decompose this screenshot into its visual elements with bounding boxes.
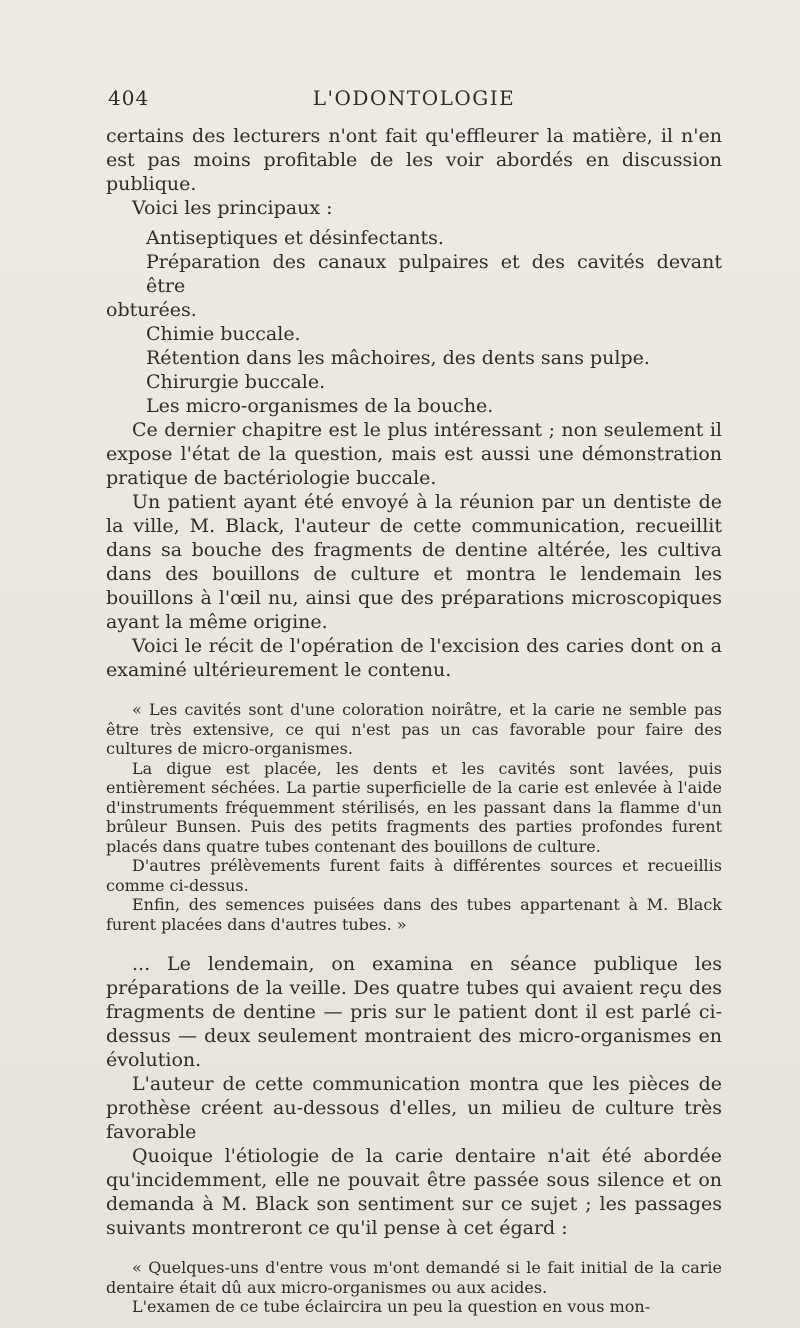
list-item: Chimie buccale. xyxy=(146,323,301,345)
paragraph: Ce dernier chapitre est le plus intéressant ; non seulement il expose l'état de la question, mais est aussi une démonstration pratique de bactériologie buccale. xyxy=(106,419,722,489)
page-header xyxy=(108,86,720,114)
quote-paragraph: D'autres prélèvements furent faits à différentes sources et recueillis comme ci-dessus. xyxy=(106,856,722,895)
page-body xyxy=(106,124,722,1317)
list-item: Chirurgie buccale. xyxy=(146,371,326,393)
quote-paragraph: « Quelques-uns d'entre vous m'ont demandé si le fait initial de la carie dentaire était dû aux micro-organismes ou aux acides. xyxy=(106,1258,722,1297)
paragraph: ... Le lendemain, on examina en séance publique les préparations de la veille. Des quatre tubes qui avaient reçu des fragments de dentine — pris sur le patient dont il est parlé ci-dessus — deux seulement montraient des micro-organismes en évolution. xyxy=(106,953,722,1071)
list-item: Préparation des canaux pulpaires et des cavités devant être xyxy=(146,251,722,297)
paragraph: certains des lecturers n'ont fait qu'effleurer la matière, il n'en est pas moins profitable de les voir abordés en discussion publique. xyxy=(106,125,722,195)
list-item: Rétention dans les mâchoires, des dents sans pulpe. xyxy=(146,347,650,369)
quote-paragraph: L'examen de ce tube éclaircira un peu la question en vous mon- xyxy=(132,1297,651,1316)
list-item-continuation: obturées. xyxy=(106,299,197,321)
paragraph: Voici les principaux : xyxy=(132,197,333,219)
paragraph: L'auteur de cette communication montra que les pièces de prothèse créent au-dessous d'elles, un milieu de culture très favorable xyxy=(106,1073,722,1143)
quote-paragraph: La digue est placée, les dents et les cavités sont lavées, puis entièrement séchées. La partie superficielle de la carie est enlevée à l'aide d'instruments fréquemment stérilisés, en les passant dans la flamme d'un brûleur Bunsen. Puis des petits fragments des parties profondes furent placés dans quatre tubes contenant des bouillons de culture. xyxy=(106,758,722,856)
paragraph: Quoique l'étiologie de la carie dentaire n'ait été abordée qu'incidemment, elle ne pouvait être passée sous silence et on demanda à M. Black son sentiment sur ce sujet ; les passages suivants montreront ce qu'il pense à cet égard : xyxy=(106,1145,722,1239)
list-item: Antiseptiques et désinfectants. xyxy=(146,227,444,249)
quote-paragraph: Enfin, des semences puisées dans des tubes appartenant à M. Black furent placées dans d'autres tubes. » xyxy=(106,895,722,934)
page-number: 404 xyxy=(108,86,150,110)
list-item: Les micro-organismes de la bouche. xyxy=(146,395,494,417)
paragraph: Un patient ayant été envoyé à la réunion par un dentiste de la ville, M. Black, l'auteur de cette communication, recueillit dans sa bouche des fragments de dentine altérée, les cultiva dans des bouillons de culture et montra le lendemain les bouillons à l'œil nu, ainsi que des préparations microscopiques ayant la même origine. xyxy=(106,491,722,633)
paragraph: Voici le récit de l'opération de l'excision des caries dont on a examiné ultérieurement le contenu. xyxy=(106,635,722,681)
running-title: L'ODONTOLOGIE xyxy=(312,86,516,110)
quote-paragraph: « Les cavités sont d'une coloration noirâtre, et la carie ne semble pas être très extensive, ce qui n'est pas un cas favorable pour faire des cultures de micro-organismes. xyxy=(106,700,722,758)
